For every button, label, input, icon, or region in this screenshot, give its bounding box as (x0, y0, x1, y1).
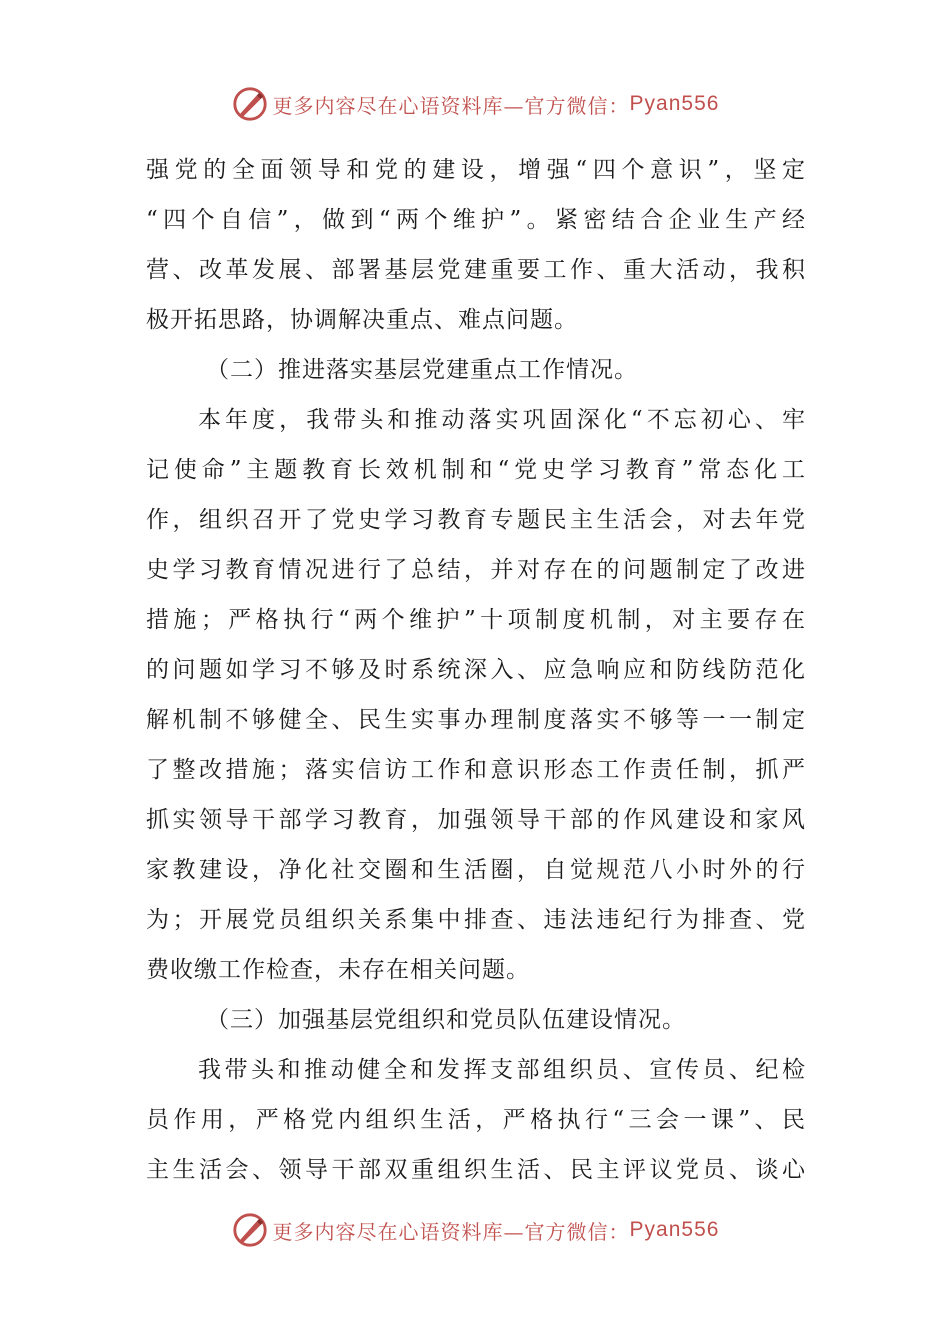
section-heading: （二）推进落实基层党建重点工作情况。 (206, 357, 638, 383)
document-body (146, 145, 806, 1195)
paragraph-line: 的问题如学习不够及时系统深入、应急响应和防线防范化 (146, 657, 806, 683)
paragraph-line: 费收缴工作检查，未存在相关问题。 (146, 957, 530, 983)
paragraph-line: 我带头和推动健全和发挥支部组织员、宣传员、纪检 (198, 1057, 806, 1083)
paragraph-line: 本年度，我带头和推动落实巩固深化“不忘初心、牢 (198, 407, 806, 433)
paragraph-line: 员作用，严格党内组织生活，严格执行“三会一课”、民 (146, 1107, 806, 1133)
paragraph-line: 措施；严格执行“两个维护”十项制度机制，对主要存在 (146, 607, 806, 633)
paragraph-line: 营、改革发展、部署基层党建重要工作、重大活动，我积 (146, 257, 806, 283)
paragraph-line: 作，组织召开了党史学习教育专题民主生活会，对去年党 (146, 507, 806, 533)
footer-banner (0, 1210, 950, 1250)
paragraph-line: “四个自信”，做到“两个维护”。紧密结合企业生产经 (146, 207, 806, 233)
header-banner-wechat: Pyan556 (629, 92, 720, 115)
paragraph-line: 家教建设，净化社交圈和生活圈，自觉规范八小时外的行 (146, 857, 806, 883)
paragraph-line: 了整改措施；落实信访工作和意识形态工作责任制，抓严 (146, 757, 806, 783)
paragraph-line: 解机制不够健全、民生实事办理制度落实不够等一一制定 (146, 707, 806, 733)
header-banner-text: 更多内容尽在心语资料库—官方微信： (272, 93, 630, 118)
paragraph-line: 抓实领导干部学习教育，加强领导干部的作风建设和家风 (146, 807, 806, 833)
pen-circle-icon (231, 85, 269, 123)
paragraph-line: 极开拓思路，协调解决重点、难点问题。 (146, 307, 578, 333)
paragraph-line: 为；开展党员组织关系集中排查、违法违纪行为排查、党 (146, 907, 806, 933)
footer-banner-text: 更多内容尽在心语资料库—官方微信： (272, 1219, 630, 1244)
footer-banner-wechat: Pyan556 (629, 1218, 720, 1241)
pen-circle-icon (231, 1211, 269, 1249)
paragraph-line: 记使命”主题教育长效机制和“党史学习教育”常态化工 (146, 457, 806, 483)
section-heading: （三）加强基层党组织和党员队伍建设情况。 (206, 1007, 686, 1033)
paragraph-line: 主生活会、领导干部双重组织生活、民主评议党员、谈心 (146, 1157, 806, 1183)
paragraph-line: 史学习教育情况进行了总结，并对存在的问题制定了改进 (146, 557, 806, 583)
paragraph-line: 强党的全面领导和党的建设，增强“四个意识”，坚定 (146, 157, 806, 183)
header-banner (0, 84, 950, 124)
